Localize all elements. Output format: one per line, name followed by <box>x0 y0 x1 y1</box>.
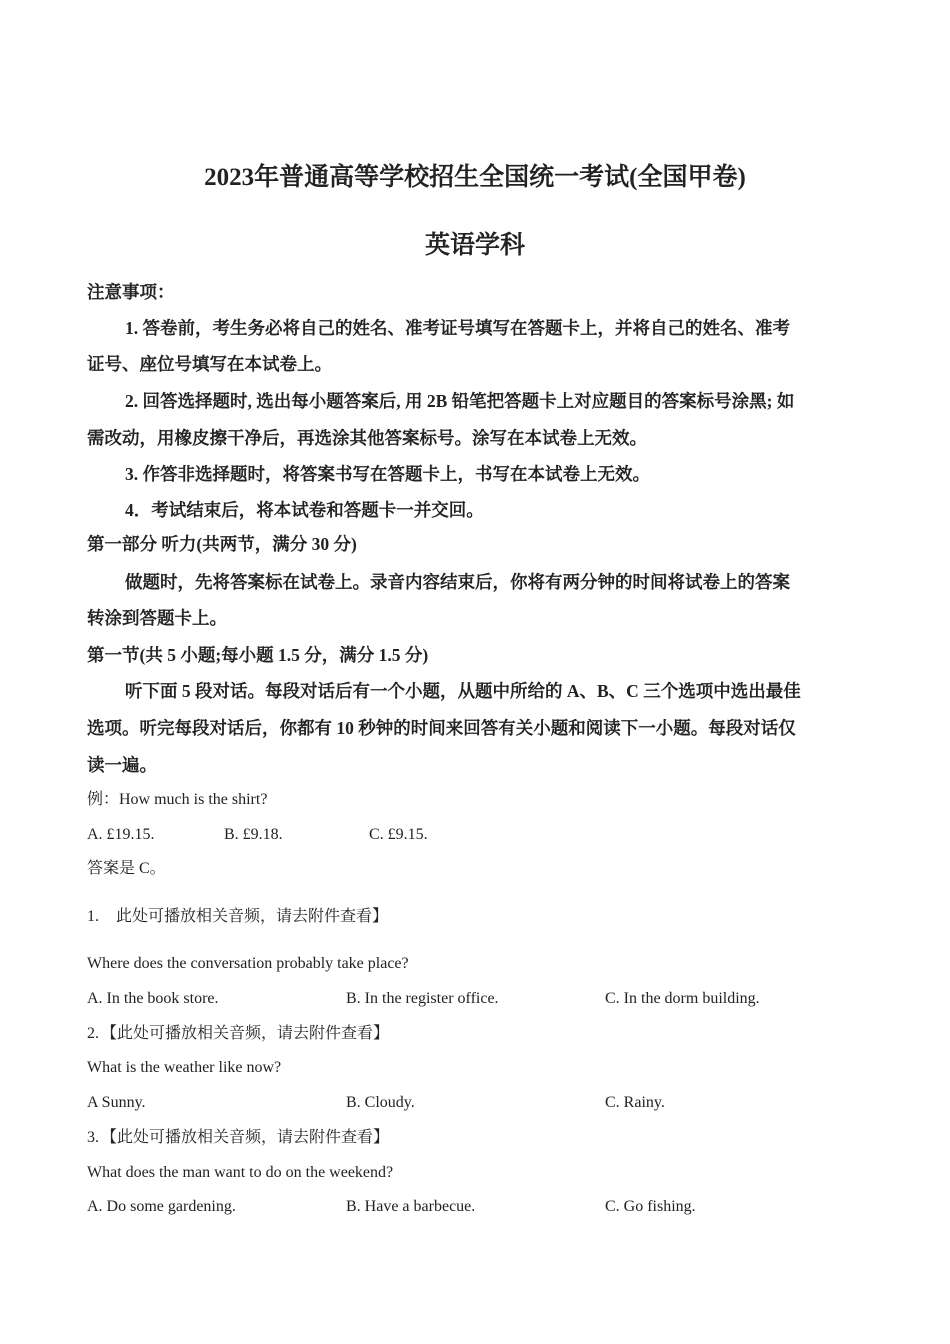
option-c: C. In the dorm building. <box>605 990 760 1007</box>
audio-note: 【此处可播放相关音频，请去附件查看】 <box>101 1129 390 1146</box>
option-a: A Sunny. <box>87 1094 146 1111</box>
option-c: C. Go fishing. <box>605 1198 696 1215</box>
subject-title: 英语学科 <box>424 232 525 259</box>
example-option-b: B. £9.18. <box>224 826 283 843</box>
audio-note: 【此处可播放相关音频，请去附件查看】 <box>101 1025 390 1042</box>
option-b: B. In the register office. <box>346 990 499 1007</box>
option-a: A. Do some gardening. <box>87 1198 236 1215</box>
option-a: A. In the book store. <box>87 990 219 1007</box>
option-c: C. Rainy. <box>605 1094 665 1111</box>
part1-intro: 做题时，先将答案标在试卷上。录音内容结束后，你将有两分钟的时间将试卷上的答案 <box>125 572 790 592</box>
notice-heading: 注意事项： <box>87 282 175 302</box>
notice-item-2: 2. 回答选择题时, 选出每小题答案后, 用 2B 铅笔把答题卡上对应题目的答案标号涂黑; 如 <box>125 391 795 411</box>
section1-intro-cont: 选项。听完每段对话后，你都有 10 秒钟的时间来回答有关小题和阅读下一小题。每段对话仅 <box>87 718 796 738</box>
example-option-a: A. £19.15. <box>87 826 155 843</box>
question-number: 2. <box>87 1025 99 1042</box>
section1-heading: 第一节(共 5 小题;每小题 1.5 分，满分 1.5 分) <box>87 645 429 665</box>
notice-item-3: 3. 作答非选择题时，将答案书写在答题卡上，书写在本试卷上无效。 <box>125 464 650 484</box>
question-text: Where does the conversation probably take place? <box>87 955 409 972</box>
notice-item-4: 4．考试结束后，将本试卷和答题卡一并交回。 <box>125 500 484 520</box>
exam-title: 2023年普通高等学校招生全国统一考试(全国甲卷) <box>204 164 746 191</box>
notice-item-1-cont: 证号、座位号填写在本试卷上。 <box>87 354 332 374</box>
notice-item-1: 1. 答卷前，考生务必将自己的姓名、准考证号填写在答题卡上，并将自己的姓名、准考 <box>125 318 790 338</box>
example-question: 例：How much is the shirt? <box>87 791 268 808</box>
section1-intro-end: 读一遍。 <box>87 755 157 775</box>
question-text: What does the man want to do on the weekend? <box>87 1164 394 1181</box>
part1-heading: 第一部分 听力(共两节，满分 30 分) <box>87 534 357 554</box>
option-b: B. Have a barbecue. <box>346 1198 476 1215</box>
section1-intro: 听下面 5 段对话。每段对话后有一个小题，从题中所给的 A、B、C 三个选项中选出最佳 <box>125 681 801 701</box>
notice-item-2-cont: 需改动，用橡皮擦干净后，再选涂其他答案标号。涂写在本试卷上无效。 <box>87 428 647 448</box>
question-number: 1. <box>87 908 99 925</box>
example-option-c: C. £9.15. <box>369 826 428 843</box>
part1-intro-cont: 转涂到答题卡上。 <box>87 608 227 628</box>
audio-note: 此处可播放相关音频，请去附件查看】 <box>116 908 389 925</box>
option-b: B. Cloudy. <box>346 1094 415 1111</box>
example-answer: 答案是 C。 <box>87 860 166 877</box>
question-text: What is the weather like now? <box>87 1059 282 1076</box>
question-number: 3. <box>87 1129 99 1146</box>
